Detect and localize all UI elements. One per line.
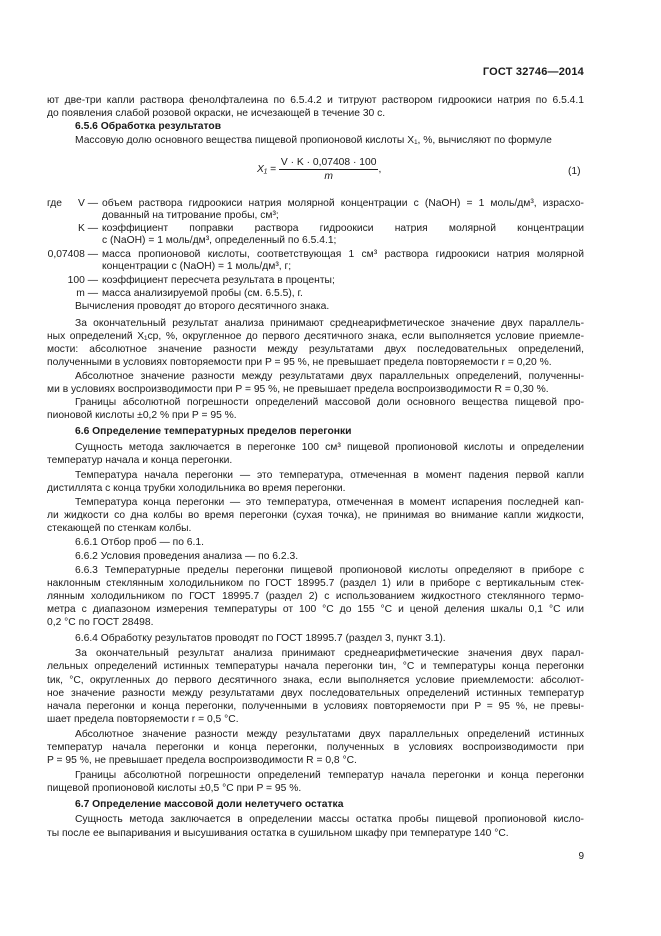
formula-fraction [279, 157, 382, 182]
formula-denominator: m [324, 171, 333, 182]
where-desc: концентрации c (NaOH) = 1 моль/дм³, г; [102, 261, 292, 272]
item-6-6-4: 6.6.4 Обработку результатов проводят по ГОСТ 18995.7 (раздел 3, пункт 3.1). [75, 633, 446, 644]
document-code-header: ГОСТ 32746—2014 [482, 66, 584, 78]
text-line: Температура конца перегонки — это температура, отмеченная в момент испарения последней кап- [75, 497, 584, 508]
text-line: P = 95 %, не превышает предела воспроизводимости R = 0,8 °C. [47, 755, 357, 766]
formula-lhs: X₁ = [257, 164, 276, 176]
text-line: tик, °C, округленных до первого десятичного знака, если выполняется условие приемлемости: абсолют- [47, 675, 584, 686]
text-line: ное значение разности между результатами двух последовательных определений истинных температур [47, 688, 584, 699]
text-line: лянным холодильником по ГОСТ 18995.7 (раздел 2) с использованием жидкостного стеклянного термо- [47, 591, 584, 602]
text-line: температур начала перегонки и конца перегонки, полученных в условиях воспроизводимости при [47, 742, 584, 753]
text-line: Вычисления проводят до второго десятичного знака. [75, 301, 330, 312]
text-line: дистиллята с конца трубки холодильника во время перегонки. [47, 483, 346, 494]
item-6-6-2: 6.6.2 Условия проведения анализа — по 6.2.3. [75, 551, 299, 562]
text-line: ми в условиях воспроизводимости при P = 95 %, не превышает предела воспроизводимости R = 0,30 %. [47, 384, 549, 395]
text-line: Абсолютное значение разности между результатами двух параллельных определений истинных [75, 729, 584, 740]
formula-1 [257, 157, 381, 182]
section-heading-6-7: 6.7 Определение массовой доли нелетучего остатка [75, 799, 344, 810]
text-line: Массовую долю основного вещества пищевой пропионовой кислоты X₁, %, вычисляют по формуле [75, 135, 552, 146]
text-line: полученными в условиях повторяемости при P = 95 %, не превышает предела повторяемости r = 0,20 %. [47, 357, 552, 368]
text-line: Границы абсолютной погрешности определений массовой доли основного вещества пищевой про- [75, 397, 584, 408]
text-line: 0,2 °C по ГОСТ 28498. [47, 617, 154, 628]
where-desc: коэффициент поправки раствора гидроокиси натрия молярной концентрации [102, 223, 584, 234]
where-symbol: 0,07408 — [47, 249, 98, 260]
text-line: ты после ее выпаривания и высушивания остатка в сушильном шкафу при температуре 140 °C. [47, 828, 509, 839]
where-symbol: 100 — [67, 275, 98, 286]
text-line: мости: абсолютное значение разности между результатами двух последовательных определений, [47, 344, 584, 355]
text-line: наклонным стеклянным холодильником по ГОСТ 18995.7 (раздел 1) или в приборе с вертикальным стек- [47, 578, 584, 589]
page-number: 9 [578, 851, 584, 862]
where-desc: коэффициент пересчета результата в проценты; [102, 275, 335, 286]
where-desc: масса анализируемой пробы (см. 6.5.5), г. [102, 288, 303, 299]
formula-numerator: V · K · 0,07408 · 100 [280, 157, 377, 168]
text-line: лельных определений истинных температуры начала перегонки tин, °C и температуры конца перегонки [47, 661, 584, 672]
formula-tail: , [378, 164, 382, 176]
text-line: Сущность метода заключается в перегонке 100 см³ пищевой пропионовой кислоты и определении [75, 442, 584, 453]
text-line: стекающей по стенкам колбы. [47, 523, 192, 534]
where-desc: c (NaOH) = 1 моль/дм³, определенный по 6.5.4.1; [102, 235, 337, 246]
text-line: Границы абсолютной погрешности определений температур начала перегонки и конца перегонки [75, 770, 584, 781]
text-line: начала перегонки и конца перегонки, полученными в условиях повторяемости при P = 95 %, не превы- [47, 701, 584, 712]
text-line: шает предела повторяемости r = 0,5 °C. [47, 714, 239, 725]
text-line: Сущность метода заключается в определении массы остатка пробы пищевой пропионовой кисло- [75, 814, 584, 825]
where-desc: объем раствора гидроокиси натрия молярной концентрации c (NaOH) = 1 моль/дм³, израсхо- [102, 198, 584, 209]
text-line: пионовой кислоты ±0,2 % при P = 95 %. [47, 410, 237, 421]
text-line: температур начала и конца перегонки. [47, 455, 233, 466]
text-line: 6.6.3 Температурные пределы перегонки пищевой пропионовой кислоты определяют в приборе с [75, 565, 584, 576]
text-line: За окончательный результат анализа принимают среднеарифметические значения двух парал- [75, 648, 584, 659]
text-line: Температура начала перегонки — это температура, отмеченная в момент падения первой капли [75, 470, 584, 481]
text-line: ли жидкости со дна колбы во время перегонки (сухая точка), не принимая во внимание капли жидкости, [47, 510, 584, 521]
text-line: до появления слабой розовой окраски, не исчезающей в течение 30 с. [47, 108, 386, 119]
where-desc: масса пропионовой кислоты, соответствующая 1 см³ раствора гидроокиси натрия молярной [102, 249, 584, 260]
where-symbol: K — [77, 223, 98, 234]
section-heading-6-5-6: 6.5.6 Обработка результатов [75, 121, 222, 132]
item-6-6-1: 6.6.1 Отбор проб — по 6.1. [75, 537, 204, 548]
where-symbol: V — [77, 198, 98, 209]
text-line: ных определений X₁ср, %, округленное до первого десятичного знака, если выполняется условие приемле- [47, 331, 584, 342]
where-label: где [47, 198, 63, 209]
section-heading-6-6: 6.6 Определение температурных пределов перегонки [75, 426, 352, 437]
formula-number: (1) [568, 166, 581, 177]
text-line: пищевой пропионовой кислоты ±0,5 °C при P = 95 %. [47, 783, 302, 794]
text-line: Абсолютное значение разности между результатами двух параллельных определений, полученны- [75, 371, 584, 382]
where-symbol: m — [76, 288, 98, 299]
text-line: За окончательный результат анализа принимают среднеарифметическое значение двух параллель- [75, 318, 584, 329]
text-line: метра с диапазоном измерения температуры от 100 °C до 155 °C и ценой деления шкалы 0,1 °C или [47, 604, 584, 615]
where-desc: дованный на титрование пробы, см³; [102, 210, 279, 221]
text-line: ют две-три капли раствора фенолфталеина по 6.5.4.2 и титруют раствором гидроокиси натрия по 6.5.4.1 [47, 95, 584, 106]
